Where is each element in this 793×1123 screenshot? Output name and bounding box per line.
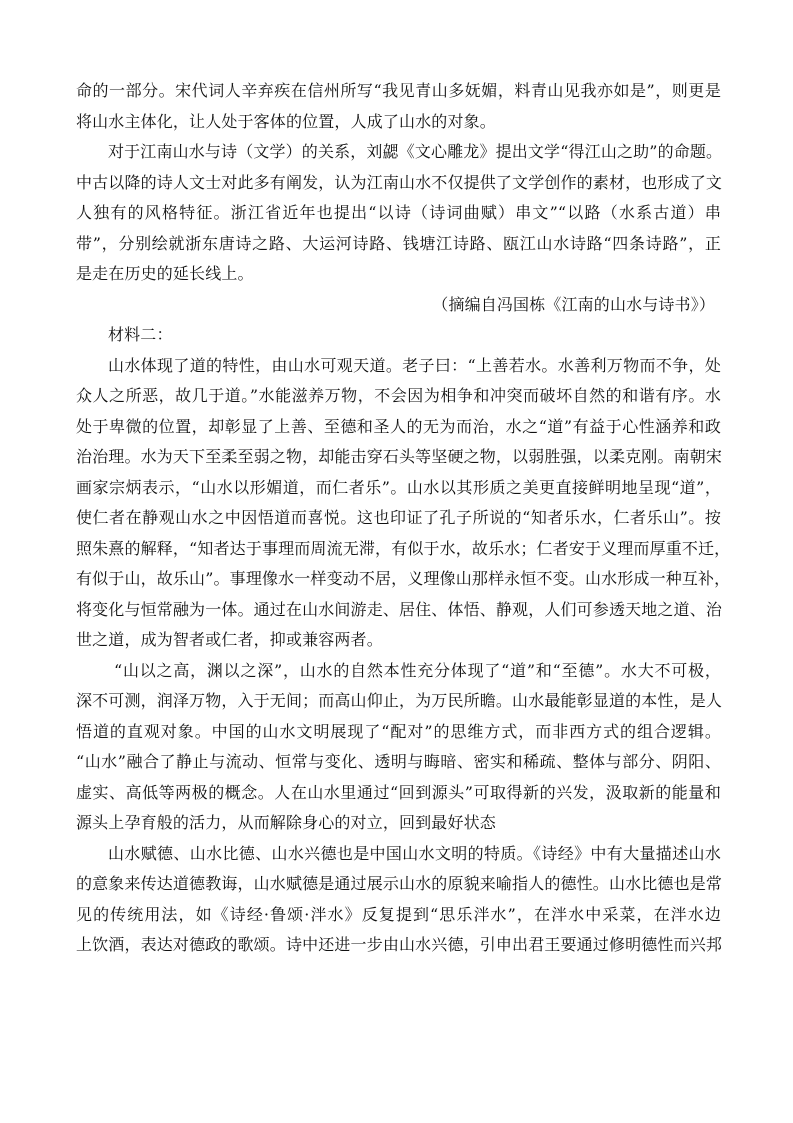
text-line: 中古以降的诗人文士对此多有阐发，认为江南山水不仅提供了文学创作的素材，也形成了文	[76, 172, 723, 192]
text-line: 照朱熹的解释，“知者达于事理而周流无滞，有似于水，故乐水；仁者安于义理而厚重不迁，	[76, 538, 731, 558]
text-line: 的意象来传达道德教诲，山水赋德是通过展示山水的原貌来喻指人的德性。山水比德也是常	[76, 874, 723, 893]
text-line: 对于江南山水与诗（文学）的关系，刘勰《文心雕龙》提出文学“得江山之助”的命题。	[108, 142, 723, 161]
text-line: 深不可测，润泽万物，入于无间；而高山仰止，为万民所瞻。山水最能彰显道的本性，是人	[76, 691, 723, 710]
text-line: 虚实、高低等两极的概念。人在山水里通过“回到源头”可取得新的兴发，汲取新的能量和	[76, 782, 721, 802]
text-line: 使仁者在静观山水之中因悟道而喜悦。这也印证了孔子所说的“知者乐水，仁者乐山”。按	[76, 508, 721, 527]
text-line: 山水体现了道的特性，由山水可观天道。老子曰：“上善若水。水善利万物而不争，处	[108, 355, 721, 375]
text-line: 是走在历史的延长线上。	[76, 264, 254, 283]
text-line: “山以之高，渊以之深”，山水的自然本性充分体现了“道”和“至德”。水大不可极，	[114, 660, 721, 680]
document-body	[76, 76, 731, 961]
text-line: 有似于山，故乐山”。事理像水一样变动不居，义理像山那样永恒不变。山水形成一种互补，	[76, 569, 731, 588]
text-line: “山水”融合了静止与流动、恒常与变化、透明与晦暗、密实和稀疏、整体与部分、阴阳、	[76, 752, 721, 771]
text-line: 众人之所恶，故几于道。”水能滋养万物，不会因为相争和冲突而破坏自然的和谐有序。水	[76, 386, 721, 405]
text-line: 画家宗炳表示，“山水以形媚道，而仁者乐”。山水以其形质之美更直接鲜明地呈现“道”，	[76, 477, 721, 497]
text-line: 将变化与恒常融为一体。通过在山水间游走、居住、体悟、静观，人们可参透天地之道、治	[76, 599, 723, 619]
text-line: 见的传统用法，如《诗经·鲁颂·泮水》反复提到“思乐泮水”，在泮水中采菜，在泮水边	[76, 904, 721, 924]
source-citation: （摘编自冯国栋《江南的山水与诗书》）	[432, 294, 715, 314]
text-line: 源头上孕育般的活力，从而解除身心的对立，回到最好状态	[76, 813, 496, 832]
text-line: 人独有的风格特征。浙江省近年也提出“以诗（诗词曲赋）串文”“以路（水系古道）串	[76, 203, 721, 222]
section-label: 材料二：	[108, 325, 173, 344]
text-line: 世之道，成为智者或仁者，抑或兼容两者。	[76, 630, 383, 649]
text-line: 处于卑微的位置，却彰显了上善、至德和圣人的无为而治，水之“道”有益于心性涵养和政	[76, 416, 721, 436]
text-line: 带”，分别绘就浙东唐诗之路、大运河诗路、钱塘江诗路、瓯江山水诗路“四条诗路”，正	[76, 233, 721, 253]
text-line: 命的一部分。宋代词人辛弃疾在信州所写“我见青山多妩媚，料青山见我亦如是”，则更是	[76, 81, 721, 100]
text-line: 将山水主体化，让人处于客体的位置，人成了山水的对象。	[76, 111, 496, 131]
text-line: 悟道的直观对象。中国的山水文明展现了“配对”的思维方式，而非西方式的组合逻辑。	[76, 721, 721, 741]
text-line: 治治理。水为天下至柔至弱之物，却能击穿石头等坚硬之物，以弱胜强，以柔克刚。南朝宋	[76, 447, 723, 466]
text-line: 上饮酒，表达对德政的歌颂。诗中还进一步由山水兴德，引申出君王要通过修明德性而兴邦	[76, 935, 723, 954]
text-line: 山水赋德、山水比德、山水兴德也是中国山水文明的特质。《诗经》中有大量描述山水	[108, 843, 721, 863]
